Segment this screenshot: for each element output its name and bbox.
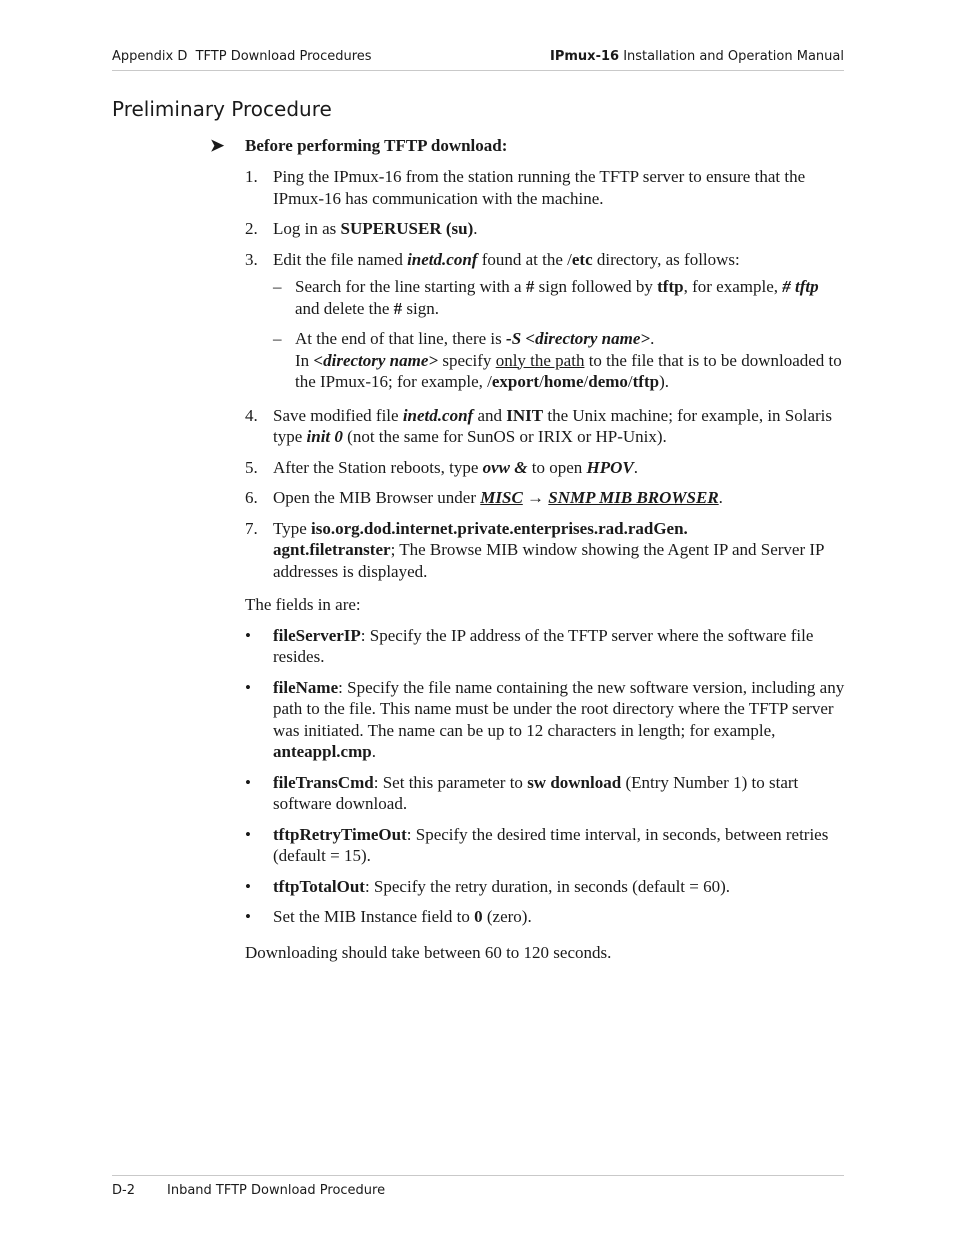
- section-title: Preliminary Procedure: [112, 97, 332, 121]
- step-bold: INIT: [506, 405, 544, 425]
- field-description: : Specify the file name containing the new software version, including any path to the file. This name must be under the root directory where the TFTP server was initiated. The name can be up to 12 characters in length; for example,: [273, 677, 849, 740]
- field-term: fileServerIP: [273, 625, 361, 645]
- path-sep: /: [583, 372, 589, 391]
- step-1: [245, 166, 845, 209]
- sub-bold: tftp: [657, 277, 684, 296]
- sub-bold-italic: -S <directory name>: [506, 329, 651, 348]
- step-2: [245, 218, 845, 240]
- field-description: : Set this parameter to: [373, 772, 528, 792]
- path-sep: /: [627, 372, 633, 391]
- step-number: 6.: [245, 488, 258, 507]
- step-filename: inetd.conf: [407, 249, 478, 269]
- step-3-subitem-1: [273, 276, 845, 319]
- field-description: : Specify the IP address of the TFTP server where the software file resides.: [273, 625, 818, 666]
- sub-text: ).: [659, 372, 670, 391]
- path-part: export: [491, 372, 540, 391]
- sub-bold-italic: # tftp: [782, 277, 819, 296]
- step-command: ovw &: [482, 457, 528, 477]
- procedure-arrow-icon: ➤: [210, 136, 225, 155]
- step-number: 4.: [245, 405, 258, 425]
- step-number: 2.: [245, 219, 258, 238]
- step-text: .: [473, 219, 478, 238]
- bullet-marker: •: [245, 625, 251, 645]
- sub-bold: #: [393, 298, 403, 318]
- closing-note: Downloading should take between 60 to 120 seconds.: [245, 942, 612, 962]
- dash-marker: –: [273, 329, 282, 348]
- sub-text: specify: [438, 350, 496, 370]
- sub-text: to the file that is to be downloaded to the IPmux-16; for example, /: [295, 350, 847, 391]
- step-number: 5.: [245, 457, 258, 477]
- sub-bold-italic: <directory name>: [313, 350, 439, 370]
- page-header: [112, 48, 844, 71]
- procedure-body: [245, 166, 849, 972]
- mib-path: iso.org.dod.internet.private.enterprises.rad.radGen.: [311, 518, 688, 538]
- sub-text: sign.: [402, 298, 439, 318]
- step-3-subitem-2: [273, 328, 845, 393]
- field-term: fileTransCmd: [273, 772, 374, 792]
- step-text: directory, as follows:: [592, 249, 740, 269]
- step-text: ; The Browse MIB window showing the Agent IP and Server IP addresses is displayed.: [273, 540, 829, 581]
- field-term: tftpTotalOut: [273, 876, 365, 896]
- sub-text: and delete the: [295, 277, 823, 318]
- step-app-name: HPOV: [586, 457, 634, 477]
- sub-text: , for example,: [683, 277, 783, 296]
- step-5: [245, 457, 845, 479]
- step-text: Save modified file: [273, 405, 403, 425]
- procedure-heading: [210, 136, 507, 156]
- menu-misc: MISC: [480, 488, 523, 507]
- sub-text: At the end of that line, there is: [295, 329, 507, 348]
- dash-marker: –: [273, 277, 282, 296]
- step-7: [245, 518, 845, 583]
- step-text: and: [473, 405, 507, 425]
- field-description: (zero).: [482, 907, 532, 926]
- step-bold: etc: [571, 249, 593, 269]
- arrow-right-icon: →: [522, 488, 549, 507]
- field-description: Set the MIB Instance field to: [273, 907, 475, 926]
- field-description: .: [371, 742, 376, 761]
- step-text: .: [633, 457, 638, 477]
- page-footer: [112, 1175, 844, 1198]
- step-text: After the Station reboots, type: [273, 457, 483, 477]
- step-filename: inetd.conf: [402, 405, 474, 425]
- bullet-filename: [245, 677, 849, 763]
- step-number: 3.: [245, 249, 258, 269]
- header-manual-title: [550, 49, 844, 64]
- fields-intro: The fields in are:: [245, 595, 361, 614]
- step-text: Type: [273, 518, 311, 538]
- step-text: Open the MIB Browser under: [273, 488, 481, 507]
- bullet-fileserverip: [245, 625, 845, 668]
- step-text: Ping the IPmux-16 from the station running the TFTP server to ensure that the IPmux-16 has communication with the machine.: [273, 167, 806, 208]
- step-text: .: [718, 488, 723, 507]
- step-text: (not the same for SunOS or IRIX or HP-Unix).: [342, 427, 667, 446]
- field-term: tftpRetryTimeOut: [273, 824, 407, 844]
- step-text: the Unix machine; for example, in Solaris type: [273, 405, 837, 446]
- path-part: home: [543, 372, 584, 391]
- procedure-heading-text: Before performing TFTP download:: [245, 136, 508, 155]
- sub-underlined: only the path: [495, 350, 585, 370]
- path-part: demo: [588, 372, 628, 391]
- field-example: anteappl.cmp: [273, 742, 372, 761]
- field-example: sw download: [527, 772, 622, 792]
- field-description: : Specify the retry duration, in seconds (default = 60).: [364, 876, 731, 896]
- field-term: fileName: [273, 677, 339, 697]
- bullet-marker: •: [245, 907, 251, 926]
- bullet-marker: •: [245, 677, 251, 697]
- page-number: D-2: [112, 1183, 135, 1198]
- bullet-marker: •: [245, 772, 251, 792]
- step-text: Log in as: [273, 219, 341, 238]
- header-product: IPmux-16: [550, 49, 620, 64]
- path-part: tftp: [632, 372, 660, 391]
- step-4: [245, 405, 845, 448]
- bullet-filetranscmd: [245, 772, 845, 815]
- step-6: [245, 487, 845, 509]
- path-sep: /: [539, 372, 544, 391]
- step-text: found at the /: [477, 249, 572, 269]
- header-manual-rest: Installation and Operation Manual: [619, 49, 844, 64]
- field-description: (Entry Number 1) to start software download.: [273, 772, 803, 813]
- field-example: 0: [474, 907, 483, 926]
- bullet-tftpretrytimeout: [245, 824, 845, 867]
- bullet-mib-instance: [245, 906, 845, 928]
- bullet-tftptotalout: [245, 876, 845, 898]
- step-command: init 0: [306, 427, 343, 446]
- mib-path: agnt.filetranster: [273, 540, 391, 559]
- bullet-marker: •: [245, 876, 251, 896]
- footer-title: Inband TFTP Download Procedure: [167, 1183, 386, 1198]
- sub-text: sign followed by: [534, 277, 658, 296]
- field-description: : Specify the desired time interval, in seconds, between retries (default = 15).: [273, 824, 833, 865]
- sub-text: .: [650, 329, 655, 348]
- sub-text: Search for the line starting with a: [295, 277, 526, 296]
- step-3: [245, 249, 845, 393]
- sub-bold: #: [525, 277, 535, 296]
- step-number: 7.: [245, 518, 258, 538]
- step-text: Edit the file named: [273, 249, 408, 269]
- step-number: 1.: [245, 167, 258, 186]
- header-chapter: Appendix D TFTP Download Procedures: [112, 49, 372, 64]
- sub-text: In: [295, 350, 314, 370]
- step-text: to open: [527, 457, 587, 477]
- step-bold: SUPERUSER (su): [340, 219, 474, 238]
- bullet-marker: •: [245, 824, 251, 844]
- menu-snmp-mib-browser: SNMP MIB BROWSER: [548, 488, 719, 507]
